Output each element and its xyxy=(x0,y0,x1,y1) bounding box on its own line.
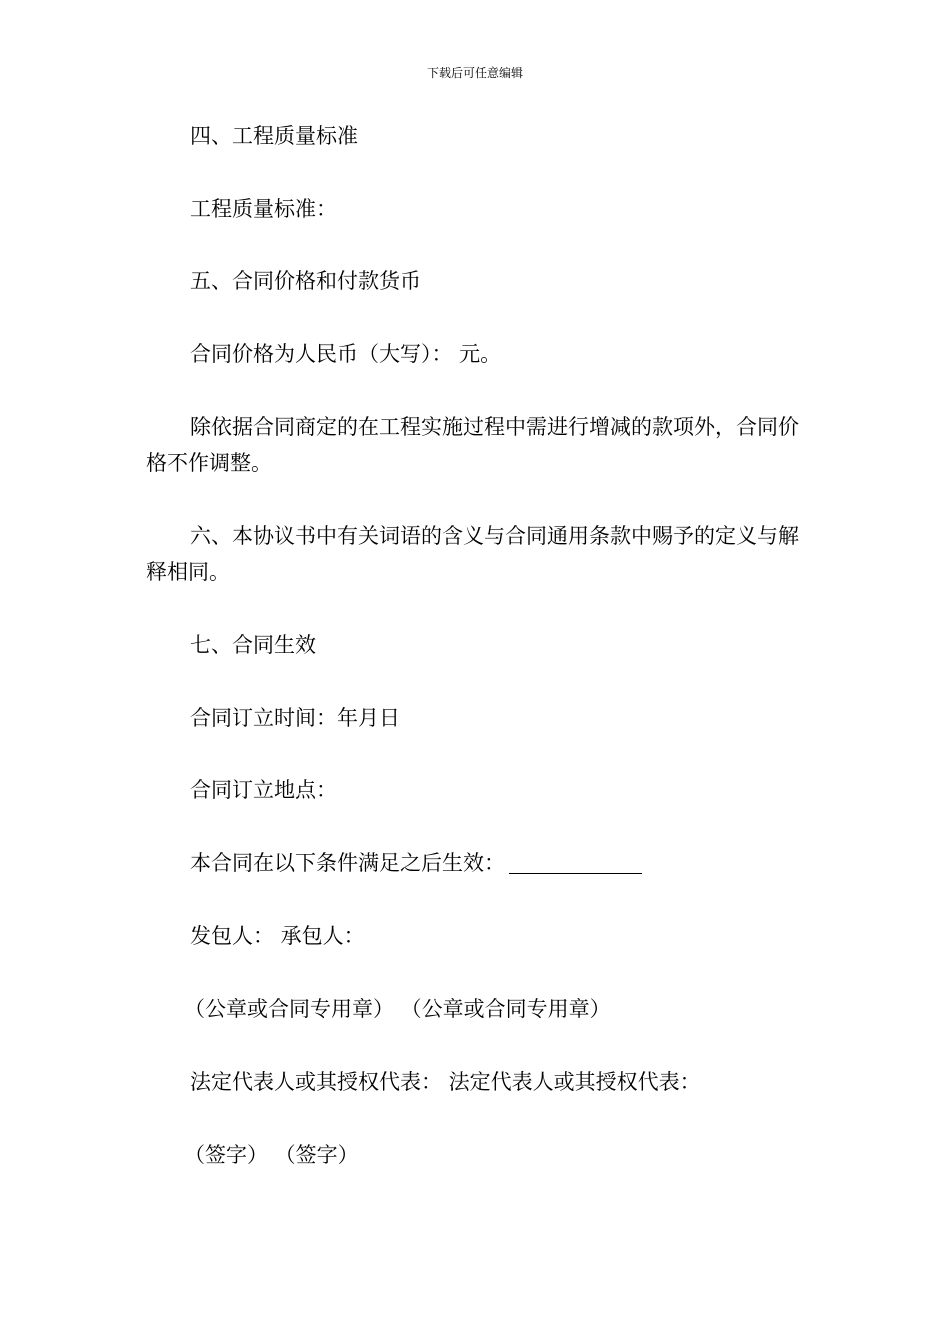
signing-place-line: 合同订立地点： xyxy=(190,778,337,802)
effective-condition-text: 本合同在以下条件满足之后生效： xyxy=(190,851,505,875)
signature-line: （签字） （签字） xyxy=(184,1143,359,1167)
signing-time-line: 合同订立时间：年月日 xyxy=(190,706,400,730)
effective-condition-line xyxy=(146,845,810,881)
quality-standard-line: 工程质量标准： xyxy=(190,197,337,221)
blank-underline xyxy=(509,851,642,874)
contract-price-line: 合同价格为人民币（大写）： 元。 xyxy=(190,342,502,366)
seal-line: （公章或合同专用章） （公章或合同专用章） xyxy=(184,997,611,1021)
legal-representative-line: 法定代表人或其授权代表： 法定代表人或其授权代表： xyxy=(190,1070,701,1094)
parties-line: 发包人： 承包人： xyxy=(190,924,365,948)
page-header: 下载后可任意编辑 xyxy=(426,66,523,80)
section-6-paragraph: 六、本协议书中有关词语的含义与合同通用条款中赐予的定义与解释相同。 xyxy=(146,524,799,584)
section-5-heading: 五、合同价格和付款货币 xyxy=(190,269,421,293)
price-adjustment-paragraph: 除依据合同商定的在工程实施过程中需进行增减的款项外，合同价格不作调整。 xyxy=(146,415,799,475)
section-4-heading: 四、工程质量标准 xyxy=(190,124,358,148)
section-7-heading: 七、合同生效 xyxy=(190,633,316,657)
